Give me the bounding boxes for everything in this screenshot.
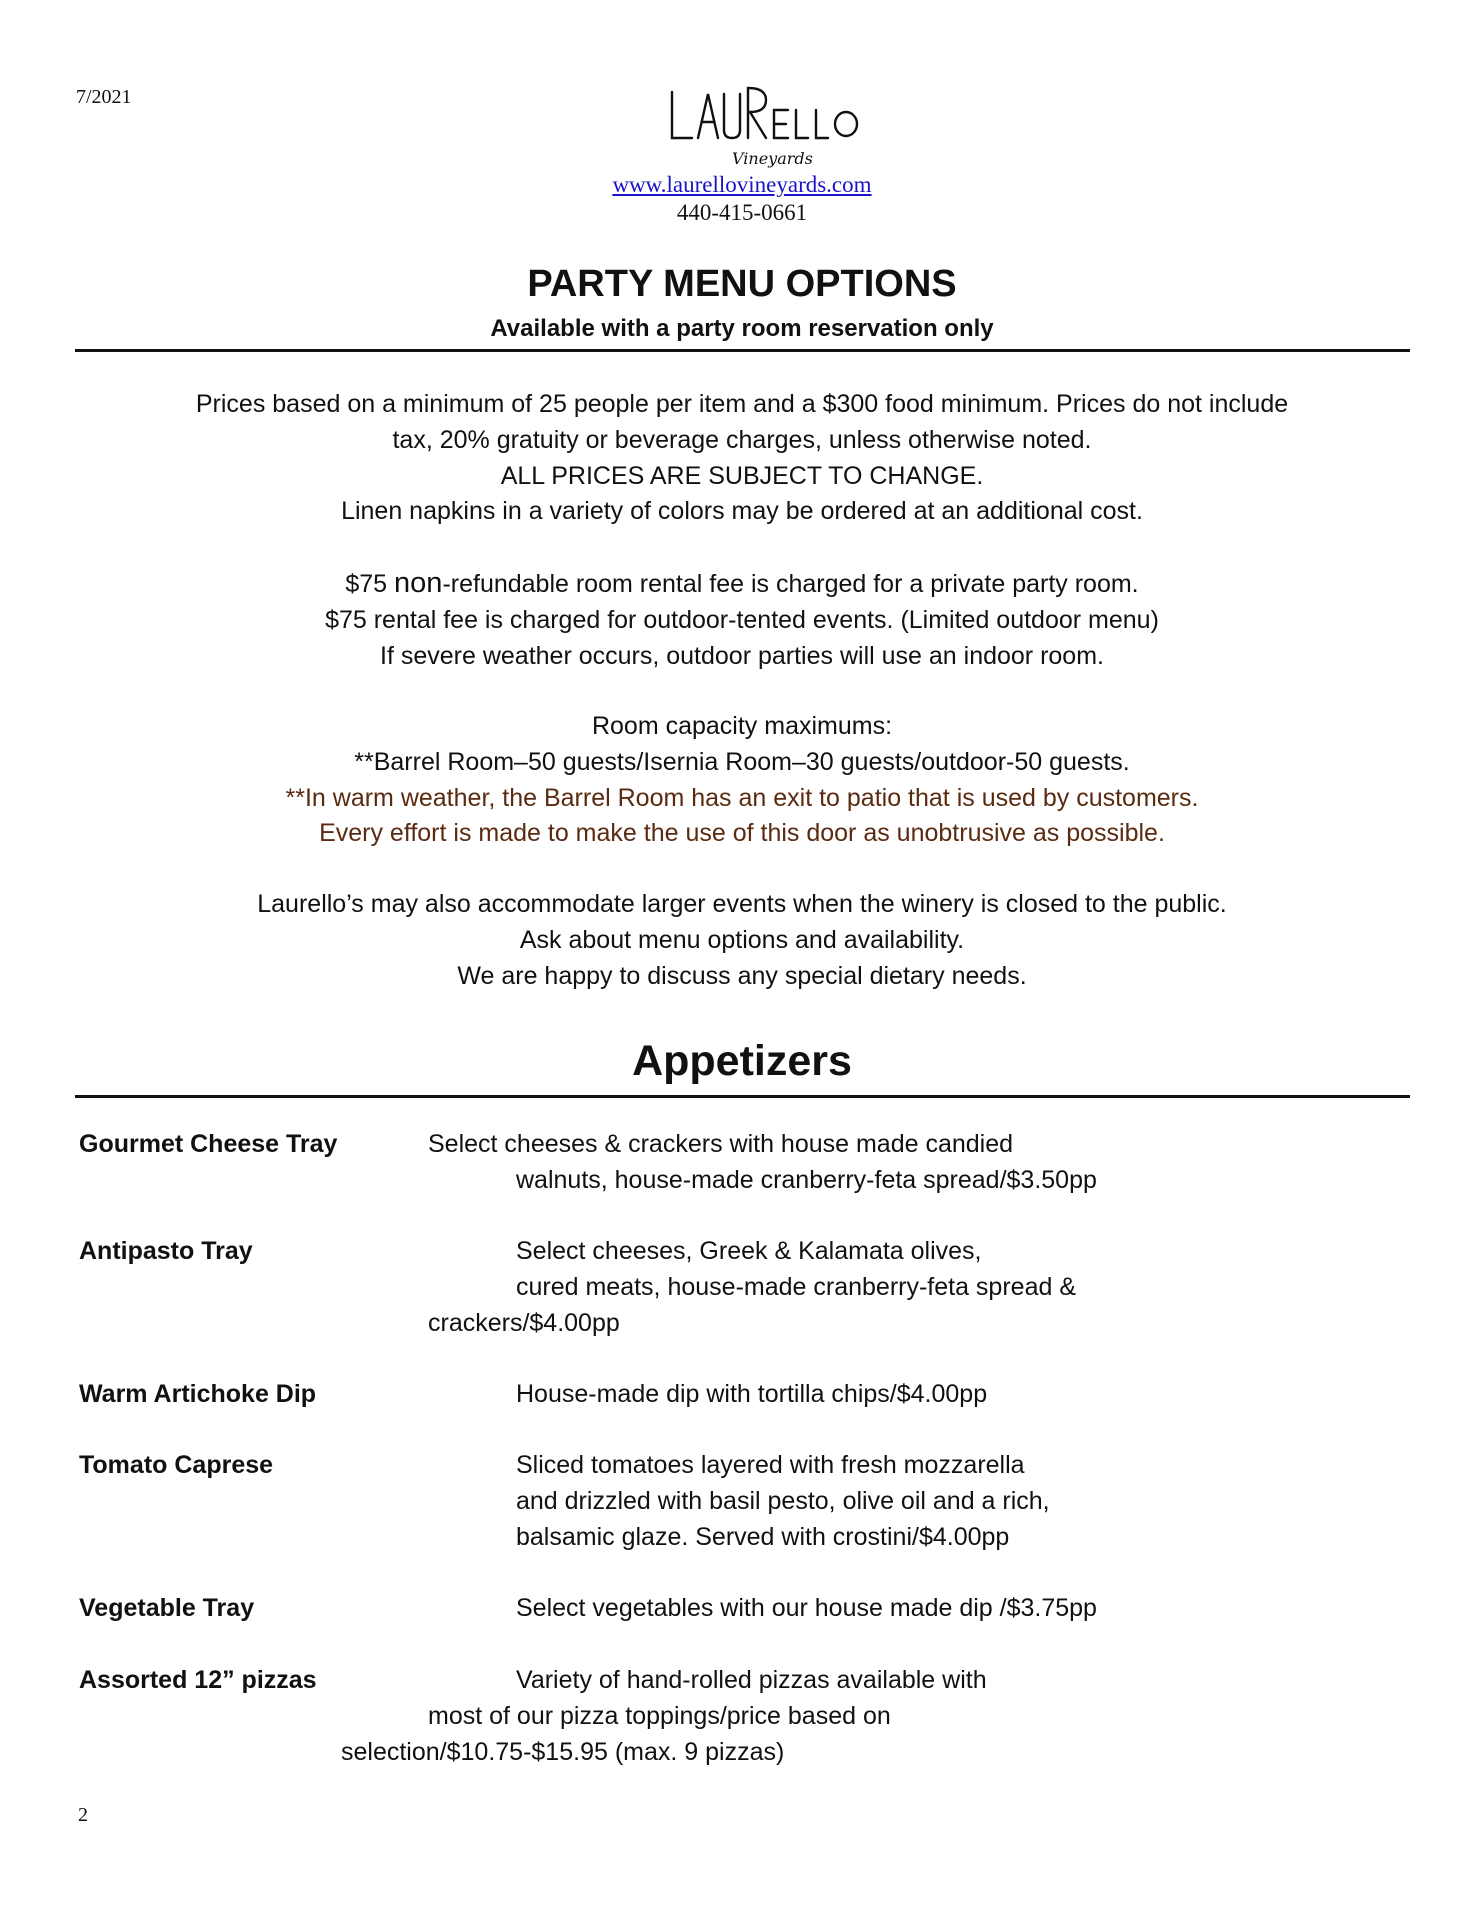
menu-item-desc: balsamic glaze. Served with crostini/$4.00pp bbox=[516, 1523, 1010, 1551]
events-line: Laurello’s may also accommodate larger events when the winery is closed to the public. bbox=[257, 890, 1227, 918]
menu-item-desc: House-made dip with tortilla chips/$4.00pp bbox=[516, 1380, 988, 1408]
rental-fee-pre: $75 bbox=[345, 570, 395, 598]
capacity-line: Room capacity maximums: bbox=[591, 712, 893, 740]
rental-line bbox=[0, 566, 1484, 603]
pricing-line: Linen napkins in a variety of colors may be ordered at an additional cost. bbox=[341, 497, 1143, 526]
page-number: 2 bbox=[78, 1804, 88, 1826]
laurello-logo bbox=[620, 86, 870, 176]
menu-item-desc: crackers/$4.00pp bbox=[428, 1309, 620, 1337]
rental-info bbox=[0, 566, 1484, 674]
capacity-info bbox=[0, 709, 1484, 852]
rental-non-text: non bbox=[394, 567, 443, 599]
page-subtitle: Available with a party room reservation only bbox=[490, 315, 994, 342]
events-line: Ask about menu options and availability. bbox=[519, 925, 965, 954]
menu-item-desc: cured meats, house-made cranberry-feta spread & bbox=[516, 1273, 1076, 1301]
menu-item-desc: and drizzled with basil pesto, olive oil and a rich, bbox=[516, 1487, 1050, 1515]
menu-item-desc: Select cheeses, Greek & Kalamata olives, bbox=[516, 1237, 982, 1265]
appetizers-divider bbox=[75, 1095, 1410, 1098]
pricing-line: Prices based on a minimum of 25 people per item and a $300 food minimum. Prices do not include bbox=[195, 390, 1289, 418]
menu-item-name: Assorted 12” pizzas bbox=[79, 1666, 317, 1694]
events-info bbox=[0, 887, 1484, 994]
menu-item-desc: walnuts, house-made cranberry-feta spread/$3.50pp bbox=[516, 1166, 1097, 1194]
menu-item-name: Tomato Caprese bbox=[79, 1451, 274, 1479]
document-date: 7/2021 bbox=[76, 86, 132, 108]
website-link[interactable]: www.laurellovineyards.com bbox=[612, 172, 872, 197]
menu-item-name: Warm Artichoke Dip bbox=[79, 1380, 317, 1408]
rental-fee-post: -refundable room rental fee is charged for a private party room. bbox=[442, 570, 1139, 598]
menu-item-name: Vegetable Tray bbox=[79, 1594, 255, 1622]
pricing-info bbox=[0, 387, 1484, 530]
title-divider bbox=[75, 349, 1410, 352]
menu-item-desc: Select vegetables with our house made dip /$3.75pp bbox=[516, 1594, 1097, 1622]
pricing-line: ALL PRICES ARE SUBJECT TO CHANGE. bbox=[500, 461, 984, 490]
pricing-line: tax, 20% gratuity or beverage charges, unless otherwise noted. bbox=[392, 425, 1092, 454]
capacity-note: **In warm weather, the Barrel Room has an exit to patio that is used by customers. bbox=[285, 783, 1199, 812]
menu-item-desc: Sliced tomatoes layered with fresh mozzarella bbox=[516, 1451, 1025, 1479]
phone-number: 440-415-0661 bbox=[676, 200, 808, 225]
menu-item-desc: selection/$10.75-$15.95 (max. 9 pizzas) bbox=[341, 1738, 785, 1766]
menu-item-name: Antipasto Tray bbox=[79, 1237, 253, 1265]
menu-item-desc: Variety of hand-rolled pizzas available with bbox=[516, 1666, 987, 1694]
capacity-line: **Barrel Room–50 guests/Isernia Room–30 guests/outdoor-50 guests. bbox=[354, 747, 1130, 776]
events-line: We are happy to discuss any special dietary needs. bbox=[457, 961, 1027, 990]
svg-text:Vineyards: Vineyards bbox=[732, 149, 813, 168]
capacity-note: Every effort is made to make the use of this door as unobtrusive as possible. bbox=[319, 819, 1165, 848]
menu-item-desc: most of our pizza toppings/price based on bbox=[428, 1702, 891, 1730]
menu-item-name: Gourmet Cheese Tray bbox=[79, 1130, 338, 1158]
page-title: PARTY MENU OPTIONS bbox=[527, 263, 957, 305]
menu-item-desc: Select cheeses & crackers with house made candied bbox=[428, 1130, 1014, 1158]
appetizers-heading: Appetizers bbox=[632, 1037, 852, 1085]
rental-line: $75 rental fee is charged for outdoor-tented events. (Limited outdoor menu) bbox=[325, 605, 1159, 634]
rental-line: If severe weather occurs, outdoor parties will use an indoor room. bbox=[380, 641, 1104, 670]
